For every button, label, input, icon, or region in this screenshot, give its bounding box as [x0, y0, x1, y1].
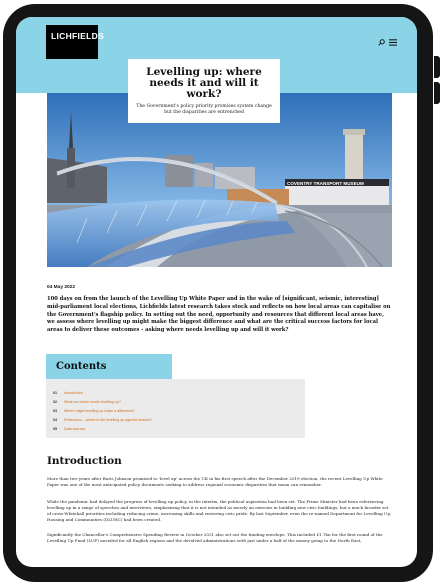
header-actions [378, 31, 397, 50]
intro-paragraph-3: Significantly the Chancellor's Comprehensive Spending Review in October 2021 also set out the funding envelope. This included £1.7bn for the first round of the Levelling Up Fund (LUF) unveiled for all English regions and the devolved administrations with just under a half of the money going to the North East, [47, 532, 383, 544]
toc-number: 03 [53, 409, 57, 413]
article-date: 04 May 2022 [47, 285, 76, 290]
volume-up-button [434, 56, 440, 78]
toc-number: 01 [53, 391, 57, 395]
toc-link[interactable]: Where might levelling up make a difference? [64, 409, 135, 413]
logo-text: LICHFIELDS [51, 31, 105, 41]
volume-down-button [434, 82, 440, 104]
intro-paragraph-2: While the pandemic had delayed the progress of levelling up policy, in the interim, the political aspiration had been set. The Prime Minister had been referencing levelling up in a range of speeches and interviews, emphasising that it is not intended as merely an exercise in building new civic buildings, but a much broader set of cross-Whitehall priorities including reducing crime, increasing skills and restoring civic pride. By last September, even the re-named Department for Levelling Up, Housing and Communities (DLUHC) had been created. [47, 499, 392, 523]
toc-number: 02 [53, 400, 57, 404]
contents-heading: Contents [56, 361, 107, 372]
toc-item-introduction[interactable] [53, 391, 83, 395]
contents-header [46, 354, 172, 379]
menu-icon[interactable] [389, 31, 397, 50]
lichfields-logo[interactable] [46, 25, 105, 59]
toc-item-reflections[interactable] [53, 418, 152, 422]
article-title: Levelling up: where needs it and will it work? [146, 66, 262, 100]
toc-link[interactable]: Reflections – where is the levelling up agenda headed? [64, 418, 153, 422]
toc-link[interactable]: Introduction [64, 391, 83, 395]
article-subtitle: The Government's policy priority promises system change but the disparities are entrenched [136, 104, 272, 115]
intro-paragraph-1: More than two years after Boris Johnson promised to 'level up' across the UK in his first speech after the December 2019 election, the recent Levelling Up White Paper was one of the most anticipated policy documents seeking to address regional economic disparities that mean can remember. [47, 476, 383, 488]
contents-list [46, 379, 305, 438]
section-heading-introduction: Introduction [47, 455, 122, 467]
toc-link[interactable]: What not where needs levelling up? [64, 400, 121, 404]
toc-number: 05 [53, 427, 57, 431]
photo-sign-text: COVENTRY TRANSPORT MUSEUM [287, 181, 364, 186]
toc-item-difference[interactable] [53, 409, 135, 413]
article-lead: 100 days on from the launch of the Levelling Up White Paper and in the wake of [significant, seismic, interesting] mid-parliament local elections, Lichfields latest research takes stock and reflects on how local areas can capitalise on the Government's flagship policy. In setting out the need, opportunity and resources that different local areas have, we assess where levelling up might make the biggest difference and what are the critical success factors for local areas to deliver these outcomes - asking where needs levelling up and will it work? [47, 296, 391, 334]
search-icon[interactable] [378, 31, 385, 50]
toc-link[interactable]: Data sources [64, 427, 86, 431]
toc-item-data-sources[interactable] [53, 427, 85, 431]
toc-item-needs[interactable] [53, 400, 121, 404]
article-title-card [128, 59, 280, 123]
toc-number: 04 [53, 418, 57, 422]
